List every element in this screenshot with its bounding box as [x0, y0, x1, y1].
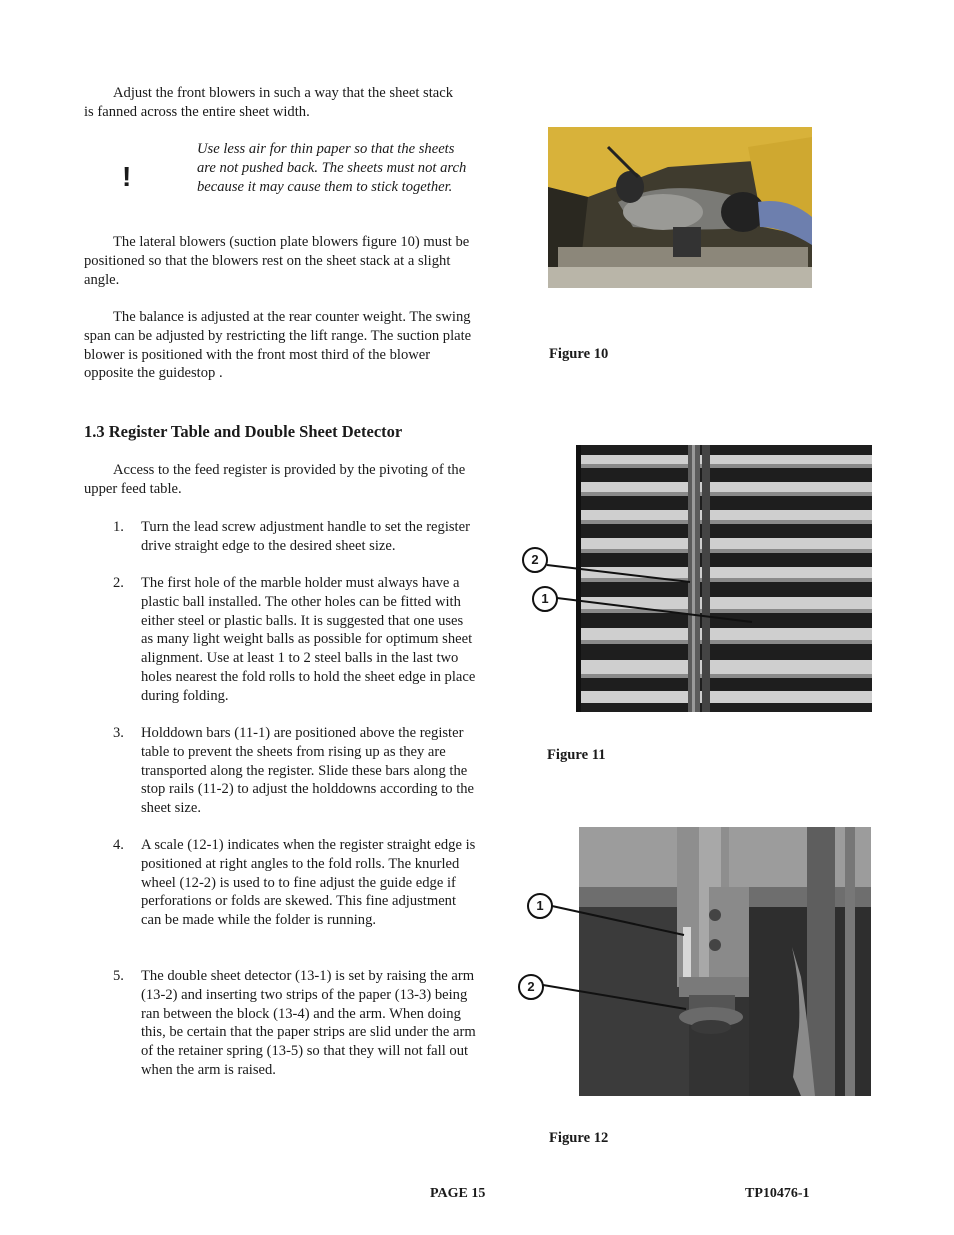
- paragraph-balance: The balance is adjusted at the rear counter weight. The swing span can be adjusted by restricting the lift range. The suction plate blower is positioned with the front most third of the blower opposite the guidestop .: [84, 309, 472, 382]
- step-number: 5.: [113, 968, 124, 984]
- step-text: Holddown bars (11-1) are positioned above the register table to prevent the sheets from rising up as they are transported along the register. Slide these bars along the stop rails (11-2) to adjust the holddowns according to the sheet size.: [141, 725, 475, 817]
- step-number: 1.: [113, 519, 124, 535]
- document-id: TP10476-1: [745, 1186, 810, 1201]
- step-text: Turn the lead screw adjustment handle to set the register drive straight edge to the desired sheet size.: [141, 519, 470, 554]
- step-text: A scale (12-1) indicates when the register straight edge is positioned at right angles to the fold rolls. The knurled wheel (12-2) is used to to fine adjust the guide edge if perforations or folds are skewed. This fine adjustment can be made while the folder is running.: [141, 837, 476, 929]
- figure-11-caption: Figure 11: [547, 747, 606, 763]
- step-number: 4.: [113, 837, 124, 853]
- step-text: The double sheet detector (13-1) is set by raising the arm (13-2) and inserting two strips of the paper (13-3) being ran between the block (13-4) and the arm. When doing this, be certain that the paper strips are slid under the arm of the retainer spring (13-5) so that they will not fall out when the arm is raised.: [141, 968, 476, 1078]
- figure-11-callout-1: 1: [532, 586, 558, 612]
- paragraph-front-blowers: Adjust the front blowers in such a way that the sheet stack is fanned across the entire sheet width.: [84, 85, 454, 120]
- paragraph-lateral-blowers: The lateral blowers (suction plate blowers figure 10) must be positioned so that the blowers rest on the sheet stack at a slight angle.: [84, 234, 470, 288]
- step-number: 2.: [113, 575, 124, 591]
- figure-12-callout-2: 2: [518, 974, 544, 1000]
- figure-11-callout-2: 2: [522, 547, 548, 573]
- section-heading: 1.3 Register Table and Double Sheet Detector: [84, 422, 403, 441]
- page-number: PAGE 15: [430, 1186, 486, 1201]
- figure-12-caption: Figure 12: [549, 1130, 609, 1146]
- caution-text: Use less air for thin paper so that the sheets are not pushed back. The sheets must not arch because it may cause them to stick together.: [197, 141, 467, 195]
- step-number: 3.: [113, 725, 124, 741]
- figure-12-callout-1: 1: [527, 893, 553, 919]
- caution-mark: !: [122, 161, 132, 192]
- paragraph-access: Access to the feed register is provided by the pivoting of the upper feed table.: [84, 462, 466, 497]
- figure-10-caption: Figure 10: [549, 346, 609, 362]
- step-text: The first hole of the marble holder must always have a plastic ball installed. The other holes can be fitted with either steel or plastic balls. It is suggested that one uses as many light weight balls as possible for optimum sheet alignment. Use at least 1 to 2 steel balls in the last two holes nearest the fold rolls to hold the sheet edge in place during folding.: [141, 575, 476, 704]
